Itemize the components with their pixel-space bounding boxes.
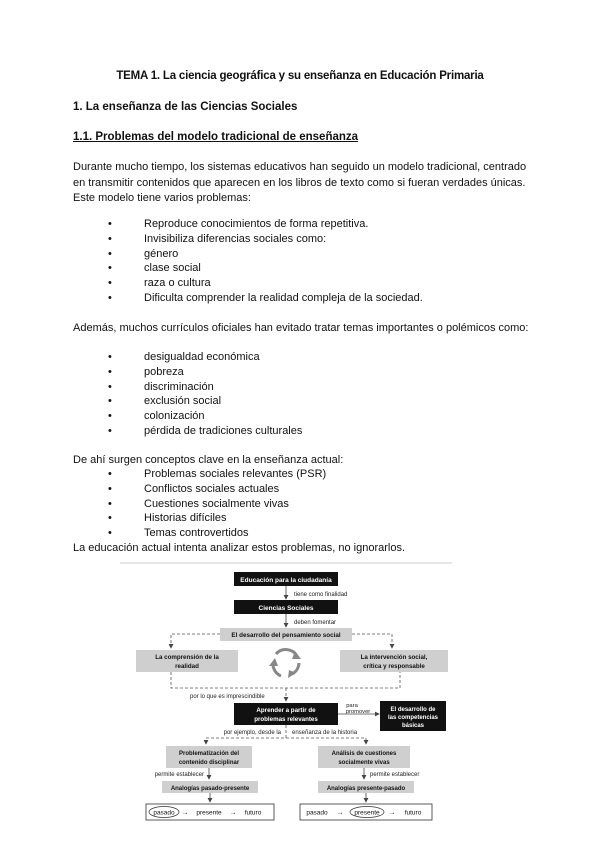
- list-item-text: pérdida de tradiciones culturales: [144, 424, 303, 437]
- list-item-text: clase social: [144, 262, 201, 275]
- node-social-sciences-label: Ciencias Sociales: [258, 605, 314, 612]
- node-intervention-label: crítica y responsable: [363, 663, 425, 670]
- node-competences-label: las competencias: [387, 715, 439, 721]
- bullet-icon: •: [108, 365, 112, 378]
- edge-promote-label: promover: [345, 709, 371, 715]
- bullet-icon: •: [108, 218, 112, 230]
- edge-aim-label: tiene como finalidad: [294, 592, 348, 598]
- list-item-text: Historias difíciles: [144, 512, 227, 525]
- node-citizenship-label: Educación para la ciudadanía: [240, 577, 332, 584]
- bullet-icon: •: [108, 277, 112, 290]
- list-item-text: Cuestiones socialmente vivas: [144, 497, 289, 510]
- arrow-right-icon: →: [181, 809, 189, 817]
- timeline-left-future: futuro: [244, 809, 262, 817]
- node-analogies-left-label: Analogías pasado-presente: [170, 786, 250, 792]
- bullet-icon: •: [108, 468, 112, 480]
- closing-paragraph: La educación actual intenta analizar estos problemas, no ignorarlos.: [73, 542, 406, 554]
- list-item-text: discriminación: [144, 380, 214, 393]
- node-competences-label: El desarrollo de: [390, 707, 436, 713]
- section-heading: 1. La enseñanza de las Ciencias Sociales: [73, 101, 298, 113]
- arrow-right-icon: →: [336, 809, 344, 817]
- arrow-right-icon: →: [388, 809, 396, 817]
- edge-history-label: enseñanza de la historia: [292, 730, 358, 736]
- cycle-arrowheads-icon: [269, 651, 301, 678]
- list-item-text: Problemas sociales relevantes (PSR): [144, 468, 327, 480]
- node-issues-label: Análisis de cuestiones: [331, 751, 397, 757]
- bullet-icon: •: [108, 482, 112, 495]
- list-item-text: Conflictos sociales actuales: [144, 482, 280, 495]
- node-understanding-label: La comprensión de la: [155, 654, 219, 661]
- list-item-text: género: [144, 247, 179, 260]
- list-item-text: Temas controvertidos: [144, 527, 249, 540]
- node-issues-label: socialmente vivas: [338, 760, 390, 766]
- edge-example-label: por ejemplo, desde la: [223, 730, 281, 736]
- bullet-icon: •: [108, 351, 112, 363]
- list-item-text: Dificulta comprender la realidad compleja de la sociedad.: [144, 291, 423, 304]
- node-social-thinking-label: El desarrollo del pensamiento social: [231, 632, 341, 639]
- subsection-heading: 1.1. Problemas del modelo tradicional de enseñanza: [73, 131, 359, 143]
- list-item-text: colonización: [144, 410, 205, 423]
- bullet-icon: •: [108, 232, 112, 245]
- edge-dashed: [171, 634, 220, 648]
- list-item-text: desigualdad económica: [144, 351, 260, 363]
- bullet-icon: •: [108, 527, 112, 540]
- bullet-icon: •: [108, 395, 112, 408]
- list-item-text: exclusión social: [144, 395, 222, 408]
- node-intervention-label: La intervención social,: [360, 654, 428, 661]
- curricula-paragraph: Además, muchos currículos oficiales han evitado tratar temas importantes o polémicos como:: [73, 322, 529, 334]
- bullet-icon: •: [108, 291, 112, 304]
- bullet-icon: •: [108, 262, 112, 275]
- arrow-right-icon: →: [229, 809, 237, 817]
- node-problematization-label: contenido disciplinar: [178, 760, 240, 766]
- timeline-right-future: futuro: [404, 809, 422, 817]
- list-item-text: raza o cultura: [144, 277, 211, 290]
- edge-establish-right-label: permite establecer: [370, 772, 420, 778]
- node-understanding-label: realidad: [175, 663, 199, 670]
- edge-establish-left-label: permite establecer: [154, 772, 204, 778]
- node-analogies-right-label: Analogías presente-pasado: [326, 786, 406, 792]
- document-title: TEMA 1. La ciencia geográfica y su enseñanza en Educación Primaria: [116, 70, 484, 82]
- concepts-paragraph: De ahí surgen conceptos clave en la enseñanza actual:: [73, 454, 344, 466]
- node-problematization-label: Problematización del: [178, 751, 240, 757]
- node-learning-label: Aprender a partir de: [256, 707, 316, 714]
- bullet-icon: •: [108, 380, 112, 393]
- node-competences-label: básicas: [401, 723, 425, 729]
- list-item-text: Reproduce conocimientos de forma repetitiva.: [144, 218, 369, 230]
- edge-dashed: [352, 634, 392, 648]
- timeline-right-past: pasado: [306, 809, 328, 817]
- bullet-icon: •: [108, 497, 112, 510]
- timeline-right-present: presente: [354, 809, 380, 817]
- concept-diagram: [120, 560, 452, 832]
- timeline-left-present: presente: [196, 809, 222, 817]
- node-learning-label: problemas relevantes: [254, 716, 318, 723]
- edge-dashed: [286, 738, 366, 744]
- timeline-left-past: pasado: [153, 809, 175, 817]
- bullet-icon: •: [108, 247, 112, 260]
- edge-promote-label: para: [346, 703, 358, 709]
- edge-foster-label: deben fomentar: [294, 620, 337, 626]
- list-item-text: Invisibiliza diferencias sociales como:: [144, 232, 327, 245]
- list-item-text: pobreza: [144, 365, 184, 378]
- bullet-icon: •: [108, 512, 112, 525]
- edge-essential-label: por lo que es imprescindible: [190, 694, 265, 700]
- intro-paragraph: Durante mucho tiempo, los sistemas educativos han seguido un modelo tradicional, centrado en transmitir contenidos que aparecen en los libros de texto como si fueran verdades únicas. Este modelo tiene varios problemas:: [73, 161, 527, 204]
- edge-dashed: [171, 672, 400, 688]
- bullet-icon: •: [108, 410, 112, 423]
- bullet-icon: •: [108, 424, 112, 437]
